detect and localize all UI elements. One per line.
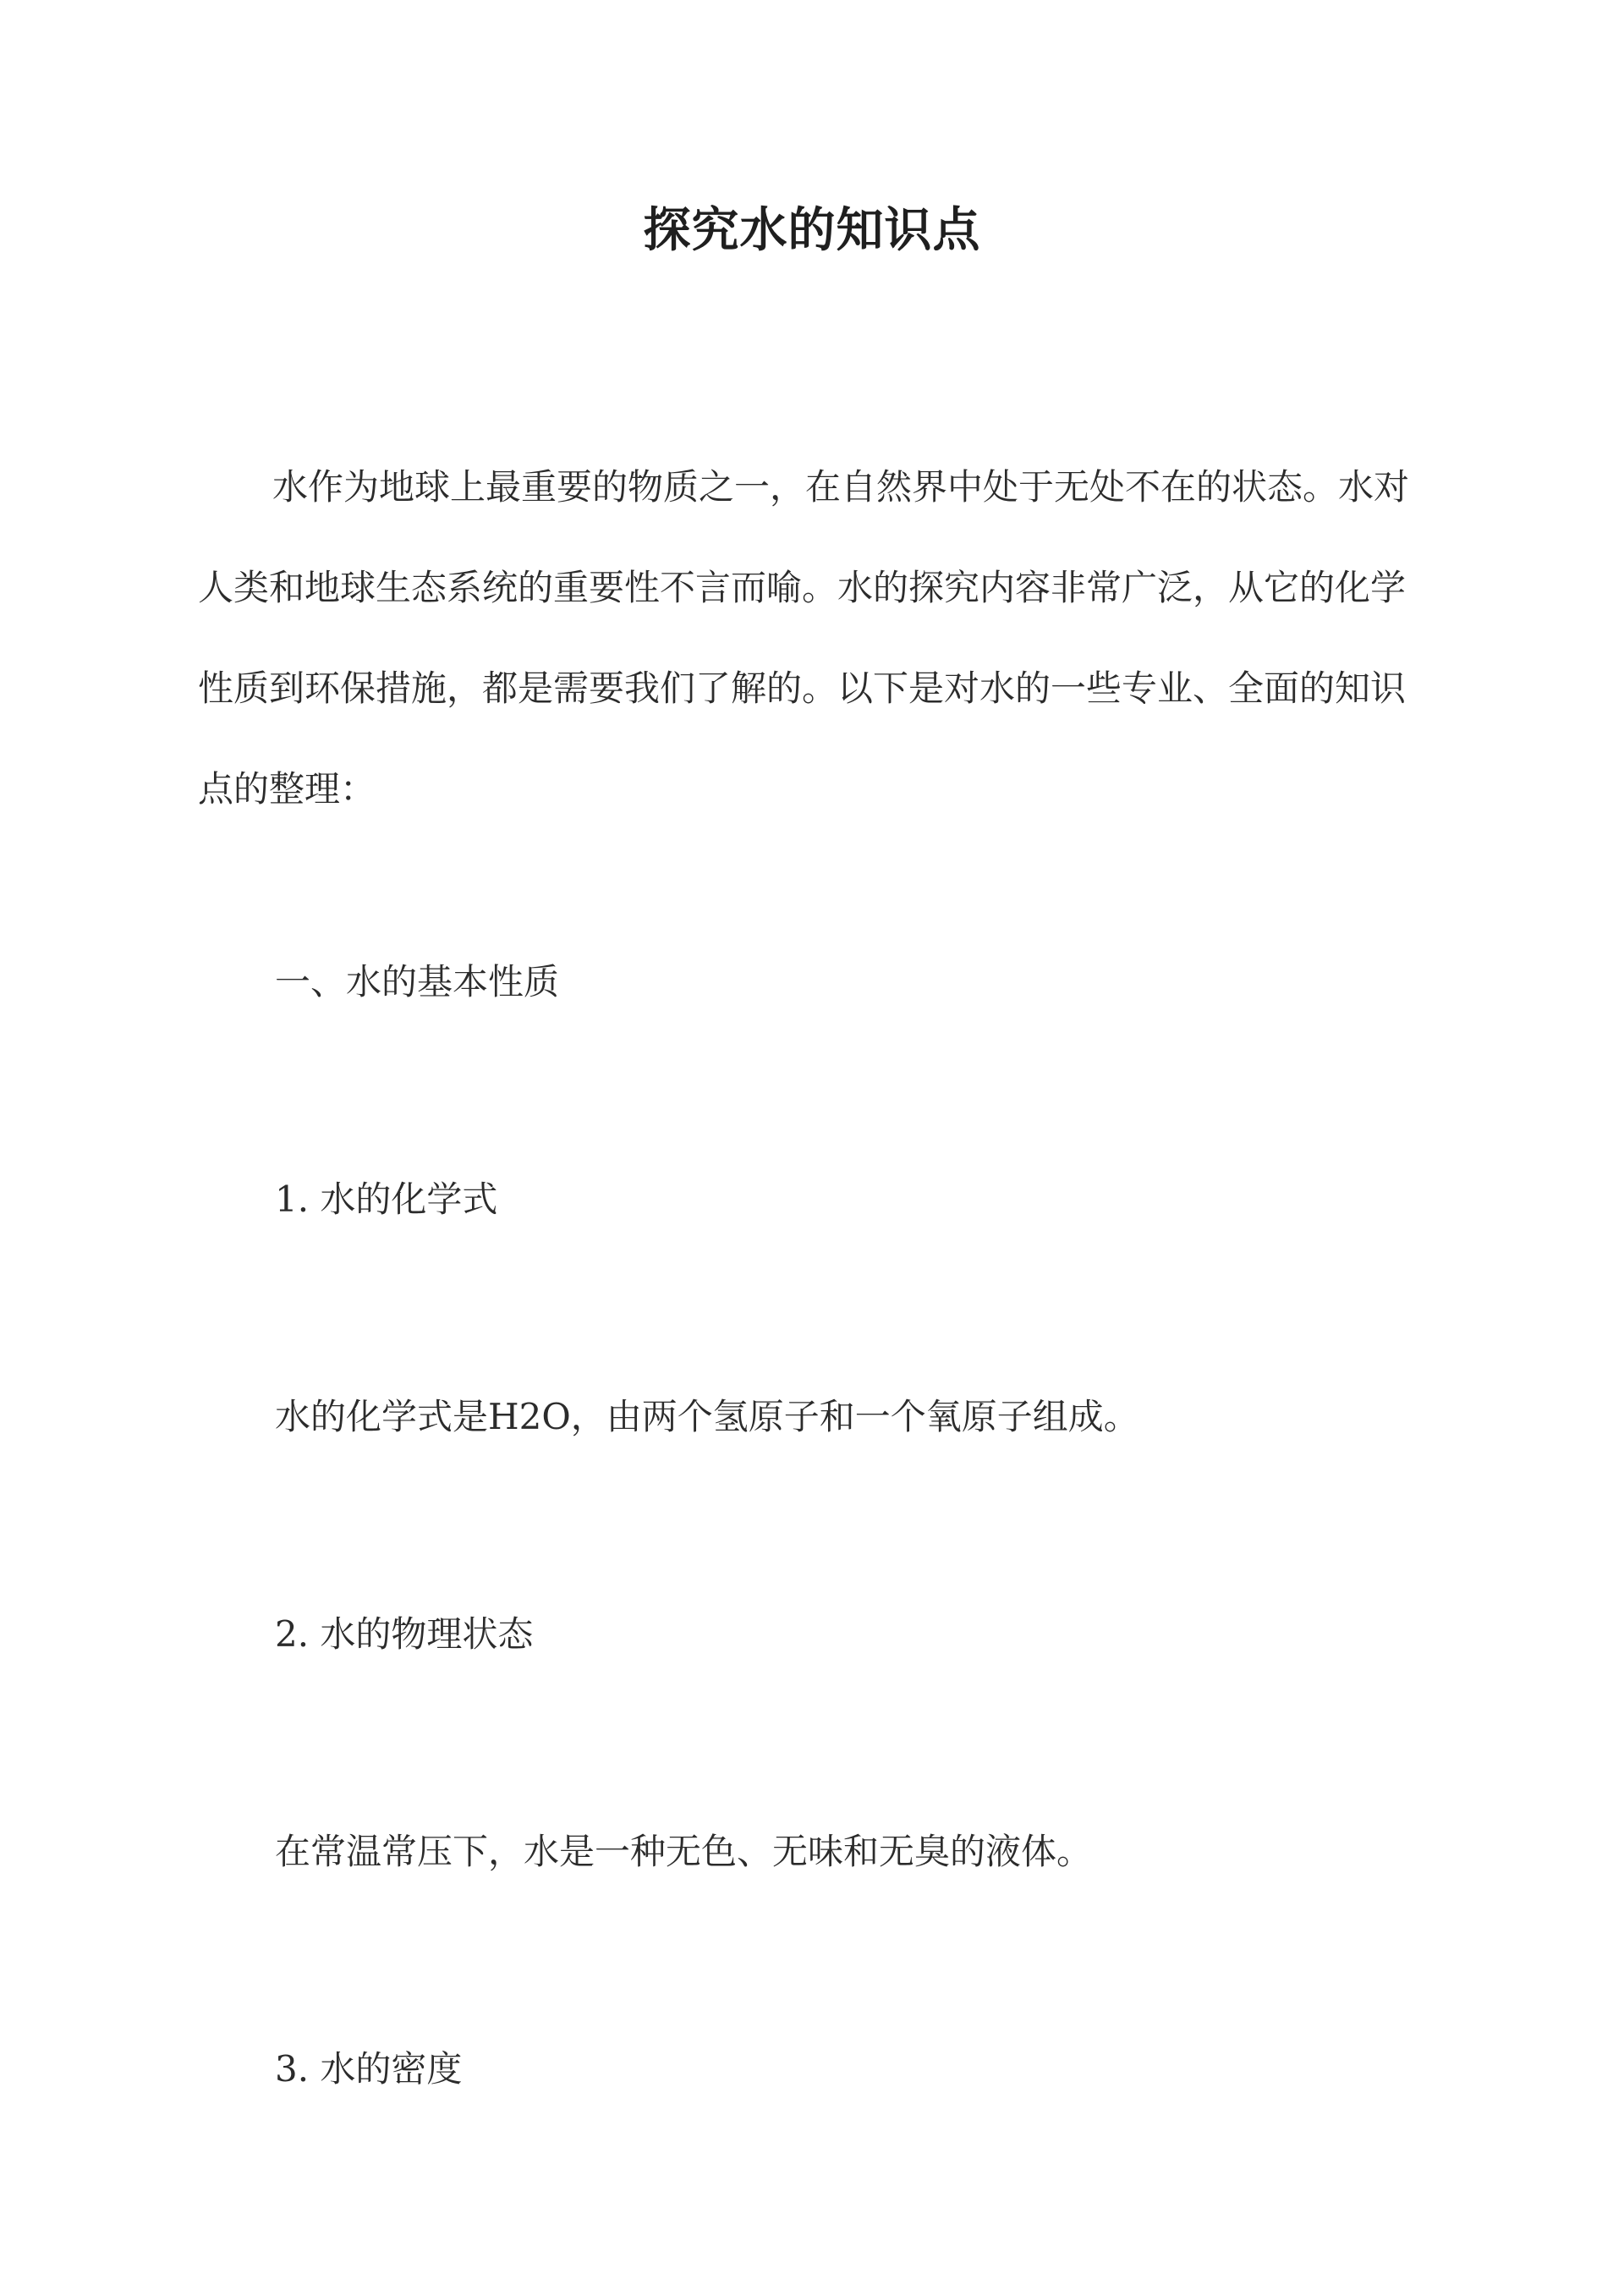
subheading-chemical-formula: 1. 水的化学式: [275, 1178, 498, 1220]
paragraph-chemical-formula: 水的化学式是H2O，由两个氢原子和一个氧原子组成。: [275, 1396, 1139, 1437]
intro-paragraph: 水作为地球上最重要的物质之一，在自然界中处于无处不在的状态。水对人类和地球生态系统的重要性不言而喻。水的探究内容非常广泛，从它的化学性质到环保措施，都是需要我们了解的。以下是对水的一些专业、全面的知识点的整理：: [198, 466, 1410, 810]
subheading-density: 3. 水的密度: [275, 2048, 463, 2090]
paragraph-physical-state: 在常温常压下，水是一种无色、无味和无臭的液体。: [275, 1831, 1093, 1872]
section-heading-basic-properties: 一、水的基本性质: [275, 961, 560, 1002]
subheading-physical-state: 2. 水的物理状态: [275, 1613, 534, 1655]
document-title: 探究水的知识点: [643, 202, 981, 258]
